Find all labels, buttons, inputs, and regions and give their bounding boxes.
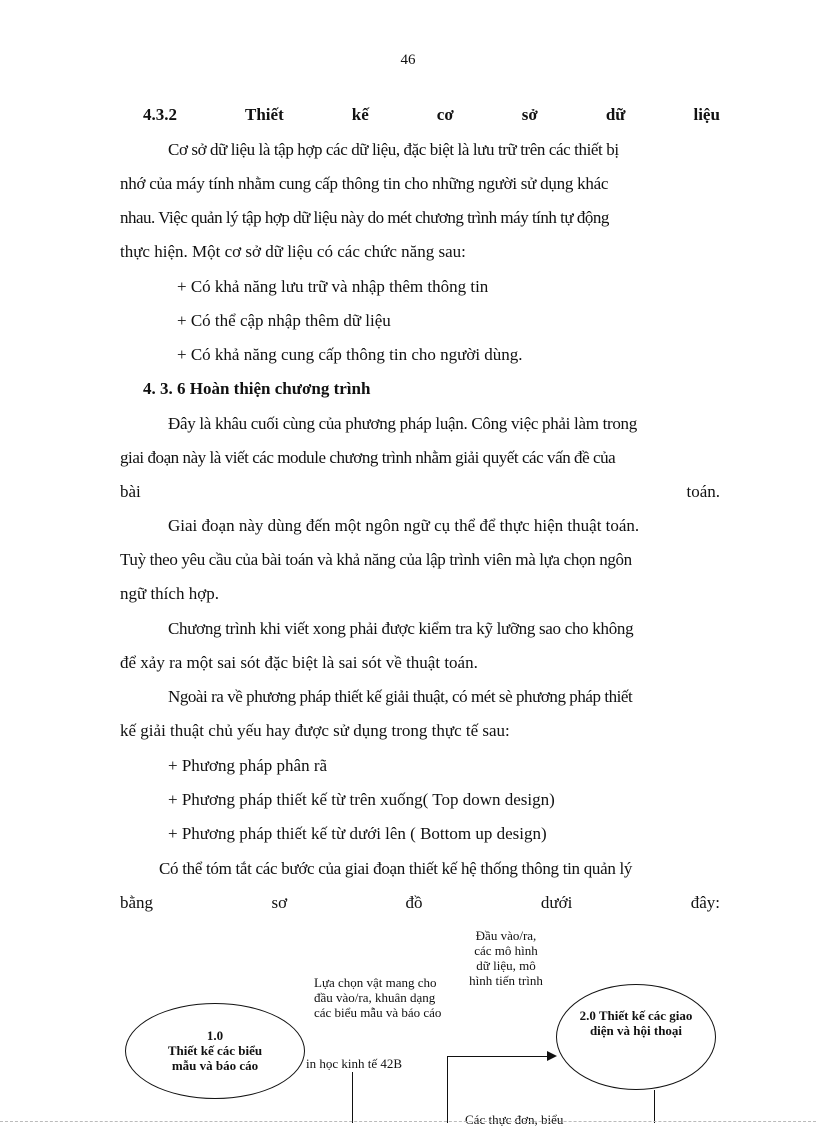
diagram-note-top: Đầu vào/ra, các mô hình dữ liệu, mô hình tiến trình — [469, 928, 543, 988]
process-node-2-label: 2.0 Thiết kế các giao diện và hội thoại — [579, 1008, 693, 1038]
paragraph-line: ngữ thích hợp. — [120, 584, 219, 603]
paragraph-line: thực hiện. Một cơ sở dữ liệu có các chức năng sau: — [120, 242, 466, 261]
word: sơ — [271, 893, 288, 912]
heading-word: dữ — [605, 105, 626, 124]
heading-number: 4.3.2 — [143, 105, 177, 124]
section-heading-4-3-2 — [143, 104, 720, 126]
heading-word: kế — [351, 105, 369, 124]
paragraph-line: nhớ của máy tính nhằm cung cấp thông tin cho những người sử dụng khác — [120, 174, 609, 193]
paragraph-line-justified — [120, 481, 720, 503]
page-footer-divider — [0, 1121, 816, 1122]
heading-word: Thiết — [245, 105, 284, 124]
arrowhead-icon — [547, 1051, 557, 1061]
word: đồ — [405, 893, 423, 912]
paragraph-line: nhau. Việc quản lý tập hợp dữ liệu này do mét chương trình máy tính tự động — [120, 208, 609, 227]
list-item: + Phương pháp thiết kế từ dưới lên ( Bottom up design) — [168, 824, 547, 843]
paragraph-line-justified — [120, 892, 720, 914]
word: toán. — [686, 482, 720, 501]
paragraph-line: Đây là khâu cuối cùng của phương pháp luận. Công việc phải làm trong — [168, 414, 637, 433]
paragraph-line: Cơ sở dữ liệu là tập hợp các dữ liệu, đặc biệt là lưu trữ trên các thiết bị — [168, 140, 619, 159]
connector-line — [447, 1056, 448, 1123]
diagram-note-bottom: Các thực đơn, biểu — [465, 1112, 564, 1127]
list-item: + Có thể cập nhập thêm dữ liệu — [177, 311, 391, 330]
connector-line — [654, 1090, 655, 1123]
process-node-1-number: 1.0 — [206, 1028, 224, 1043]
connector-line — [447, 1056, 549, 1057]
word: dưới — [540, 893, 573, 912]
page-number: 46 — [400, 52, 416, 68]
paragraph-line: Tuỳ theo yêu cầu của bài toán và khả năng của lập trình viên mà lựa chọn ngôn — [120, 550, 632, 569]
diagram-note-left: Lựa chọn vật mang cho đầu vào/ra, khuân dạng các biểu mẫu và báo cáo — [314, 975, 442, 1020]
footer-fragment: in học kinh tế 42B — [306, 1056, 403, 1071]
list-item: + Có khả năng cung cấp thông tin cho người dùng. — [177, 345, 523, 364]
list-item: + Phương pháp thiết kế từ trên xuống( Top down design) — [168, 790, 555, 809]
paragraph-line: giai đoạn này là viết các module chương trình nhằm giải quyết các vấn đề của — [120, 448, 616, 467]
heading-word: cơ — [436, 105, 454, 124]
section-heading-4-3-6: 4. 3. 6 Hoàn thiện chương trình — [143, 379, 371, 398]
word: bằng — [120, 893, 154, 912]
list-item: + Phương pháp phân rã — [168, 756, 328, 775]
heading-word: sở — [521, 105, 538, 124]
connector-line — [352, 1072, 353, 1123]
paragraph-line: Ngoài ra về phương pháp thiết kế giải thuật, có mét sè phương pháp thiết — [168, 687, 633, 706]
word: bài — [120, 482, 141, 501]
list-item: + Có khả năng lưu trữ và nhập thêm thông tin — [177, 277, 489, 296]
paragraph-line: Có thể tóm tắt các bước của giai đoạn thiết kế hệ thống thông tin quản lý — [159, 859, 633, 878]
paragraph-line: kế giải thuật chủ yếu hay được sử dụng trong thực tế sau: — [120, 721, 510, 740]
process-node-1-label: Thiết kế các biểu mẫu và báo cáo — [167, 1043, 263, 1073]
paragraph-line: Chương trình khi viết xong phải được kiểm tra kỹ lưỡng sao cho không — [168, 619, 634, 638]
paragraph-line: Giai đoạn này dùng đến một ngôn ngữ cụ thể để thực hiện thuật toán. — [168, 516, 640, 535]
paragraph-line: để xảy ra một sai sót đặc biệt là sai sót về thuật toán. — [120, 653, 478, 672]
heading-word: liệu — [693, 105, 720, 124]
word: đây: — [690, 893, 720, 912]
